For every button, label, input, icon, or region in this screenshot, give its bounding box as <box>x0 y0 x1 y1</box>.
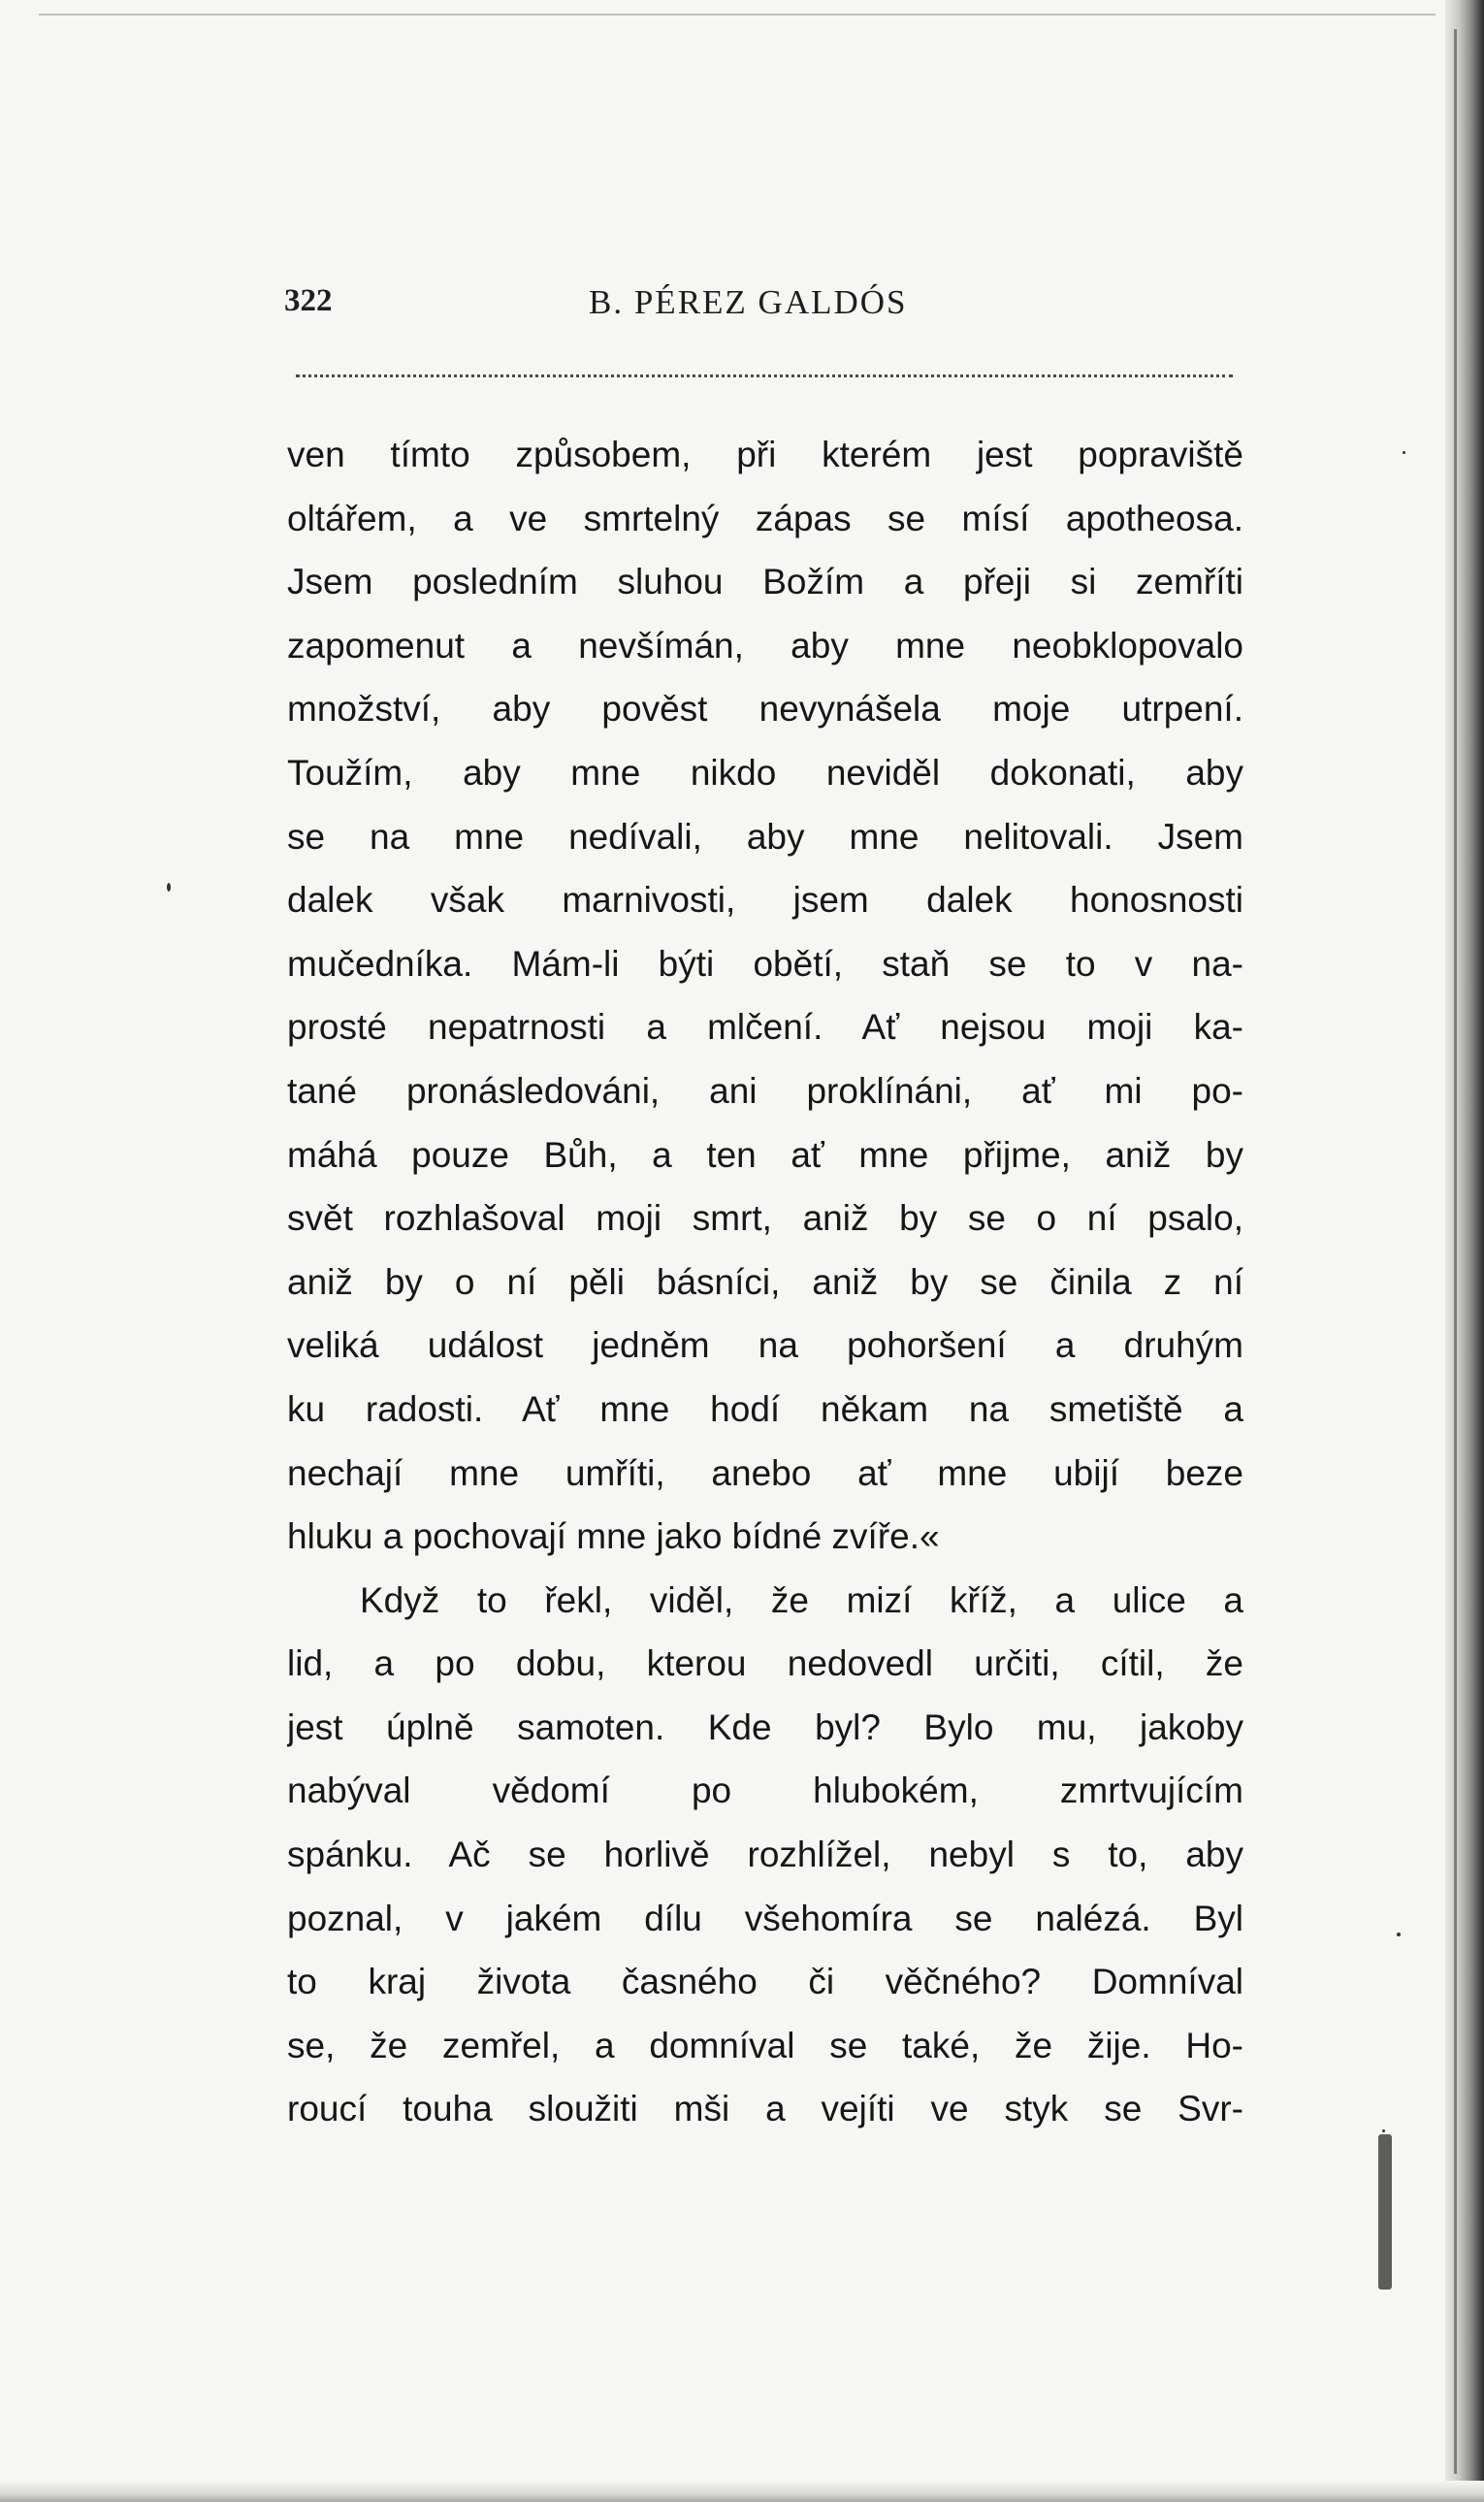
text-line: Jsem posledním sluhou Božím a přeji si zemříti <box>287 562 1243 602</box>
text-line: aniž by o ní pěli básníci, aniž by se činila z ní <box>287 1261 1243 1302</box>
text-line: to kraj života časného či věčného? Domníval <box>287 1962 1243 2002</box>
text-line: ven tímto způsobem, při kterém jest popraviště <box>287 435 1243 474</box>
text-line: spánku. Ač se horlivě rozhlížel, nebyl s to, aby <box>287 1835 1243 1875</box>
bottom-edge-shadow <box>0 2481 1484 2502</box>
text-line: lid, a po dobu, kterou nedovedl určiti, cítil, že <box>287 1643 1243 1684</box>
text-line: nechají mne umříti, anebo ať mne ubijí beze <box>287 1452 1243 1493</box>
text-line: tané pronásledováni, ani proklínáni, ať mi po- <box>287 1070 1243 1111</box>
text-line: roucí touha sloužiti mši a vejíti ve styk se Svr- <box>287 2089 1243 2129</box>
text-line: se, že zemřel, a domníval se také, že žije. Ho- <box>287 2025 1243 2065</box>
scan-speck <box>1378 2134 1392 2290</box>
page-header <box>284 283 1244 332</box>
scan-speck <box>1403 451 1405 454</box>
text-line: se na mne nedívali, aby mne nelitovali. Jsem <box>287 816 1243 857</box>
text-line: dalek však marnivosti, jsem dalek honosnosti <box>287 880 1243 921</box>
text-line: jest úplně samoten. Kde byl? Bylo mu, jakoby <box>287 1706 1243 1747</box>
text-line: svět rozhlašoval moji smrt, aniž by se o ní psalo, <box>287 1198 1243 1239</box>
header-dotted-rule <box>296 374 1233 377</box>
text-line: Když to řekl, viděl, že mizí kříž, a ulice a <box>360 1579 1243 1620</box>
text-line: množství, aby pověst nevynášela moje utrpení. <box>287 689 1243 730</box>
text-line: prosté nepatrnosti a mlčení. Ať nejsou moji ka- <box>287 1007 1243 1048</box>
page-gutter-shadow <box>1445 0 1484 2502</box>
scan-speck <box>167 883 171 892</box>
page-edge-line <box>1454 29 1457 2474</box>
body-text <box>287 423 1243 2141</box>
running-head: B. PÉREZ GALDÓS <box>589 283 908 321</box>
text-line: zapomenut a nevšímán, aby mne neobklopovalo <box>287 625 1243 666</box>
text-line: mučedníka. Mám-li býti obětí, staň se to v na- <box>287 943 1243 984</box>
scan-speck <box>1382 2129 1385 2132</box>
text-line: nabýval vědomí po hlubokém, zmrtvujícím <box>287 1771 1243 1811</box>
text-line: ku radosti. Ať mne hodí někam na smetiště a <box>287 1388 1243 1429</box>
text-line: veliká událost jedněm na pohoršení a druhým <box>287 1325 1243 1366</box>
text-line: Toužím, aby mne nikdo neviděl dokonati, aby <box>287 752 1243 793</box>
text-line: máhá pouze Bůh, a ten ať mne přijme, aniž by <box>287 1134 1243 1175</box>
scan-speck <box>1397 1933 1401 1936</box>
page-number: 322 <box>284 283 333 318</box>
text-line: oltářem, a ve smrtelný zápas se mísí apotheosa. <box>287 498 1243 538</box>
text-line: hluku a pochovají mne jako bídné zvíře.« <box>287 1516 940 1557</box>
top-edge-line <box>39 14 1436 16</box>
text-line: poznal, v jakém dílu všehomíra se nalézá. Byl <box>287 1898 1243 1938</box>
